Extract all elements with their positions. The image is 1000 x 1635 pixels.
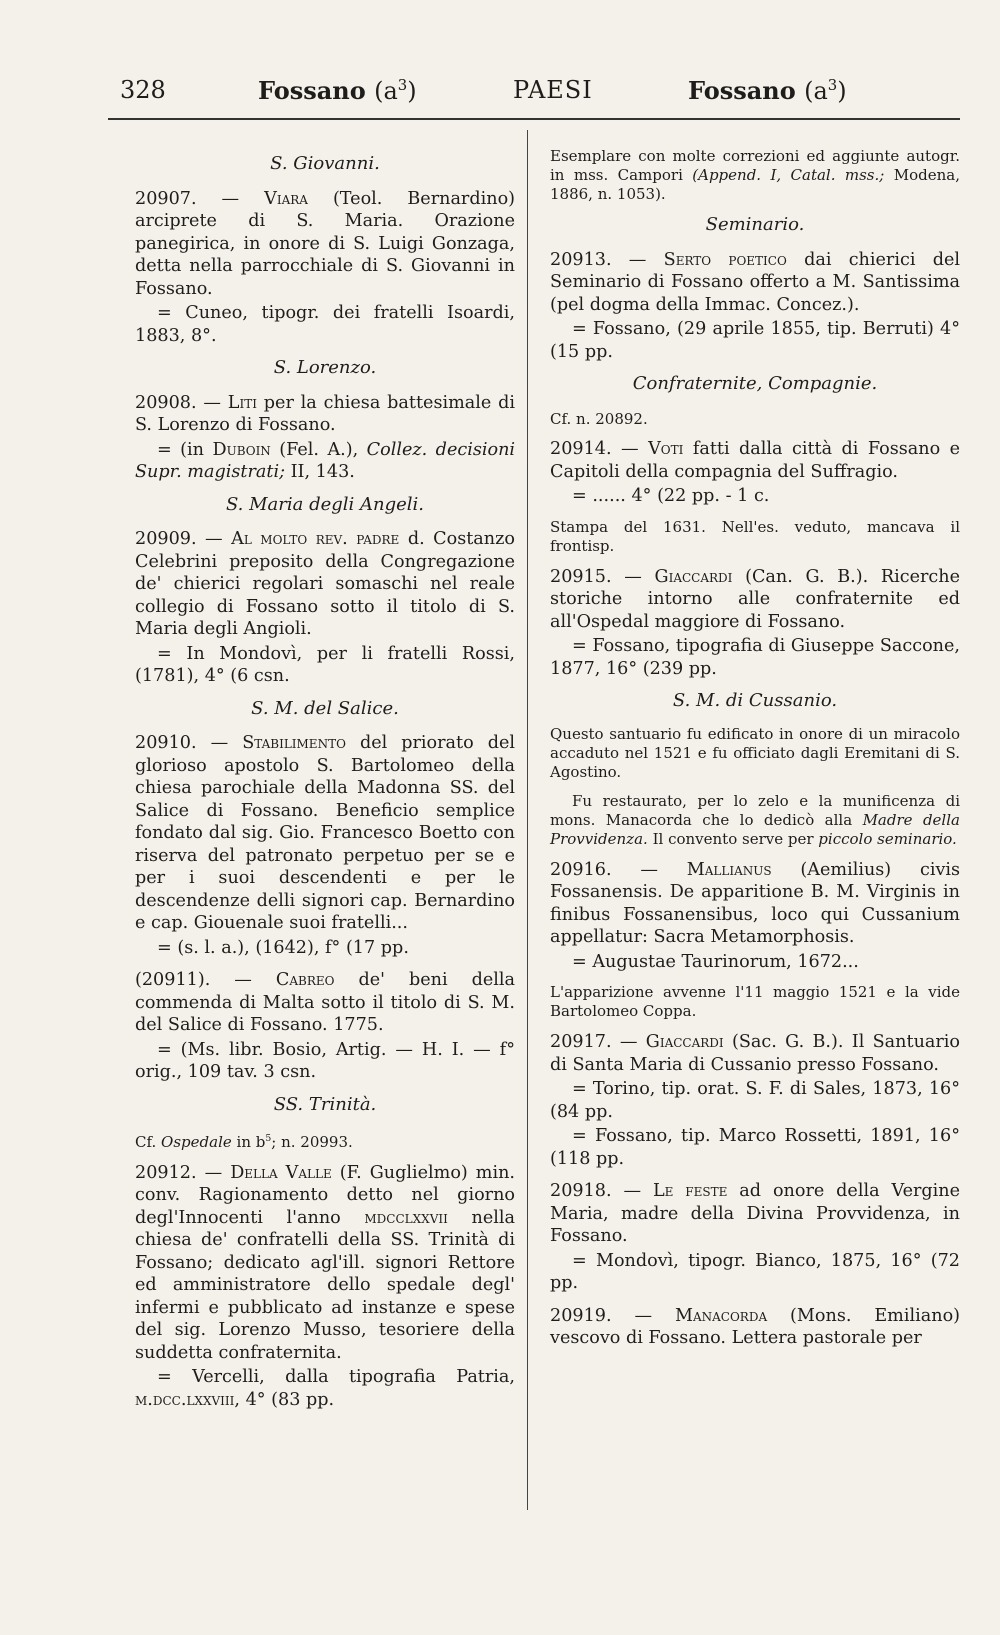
entry-imprint: = Augustae Taurinorum, 1672... (572, 951, 859, 972)
entry-20917 (550, 1031, 960, 1170)
entry-imprint: = Fossano, tipografia di Giuseppe Saccone, 1877, 16° (239 pp. (550, 636, 960, 679)
entry-number: 20912. — (135, 1162, 223, 1183)
entry-imprint (135, 1366, 515, 1411)
header-left-paren: (a (374, 77, 398, 105)
entry-author: Liti (227, 392, 257, 413)
entry-20913 (550, 249, 960, 364)
entry-number: 20919. — (550, 1305, 653, 1326)
section-heading: S. M. del Salice. (251, 697, 399, 719)
entry-text: ad onore della Vergine Maria, madre della Divina Provvidenza, in Fossano. (550, 1181, 961, 1246)
entry-imprint: = (s. l. a.), (1642), f° (17 pp. (157, 937, 409, 958)
running-header (108, 72, 960, 112)
entry-author: Voti (648, 439, 684, 459)
entry-author: Le feste (652, 1181, 728, 1201)
entry-roman-date: mdcclxxvii (364, 1207, 448, 1228)
imprint-roman-date: m.dcc.lxxviii, (135, 1389, 240, 1410)
cf-number: ; n. 20993. (271, 1133, 353, 1151)
section-heading: Confraternite, Compagnie. (632, 373, 878, 394)
section-heading: S. Maria degli Angeli. (225, 493, 425, 515)
page-number: 328 (120, 76, 166, 104)
entry-text: (Sac. G. B.). Il Santuario di Santa Maria di Cussanio presso Fossano. (550, 1032, 961, 1075)
imprint-part: (Fel. A.), (279, 439, 359, 460)
entry-author: Giaccardi (654, 566, 733, 587)
entry-20918 (550, 1180, 960, 1295)
entry-number: 20914. — (550, 439, 639, 459)
entry-20907 (135, 188, 515, 348)
entry-number: 20918. — (550, 1181, 642, 1201)
imprint-part: = Vercelli, dalla tipografia Patria, (157, 1367, 515, 1387)
entry-20912 (135, 1162, 515, 1412)
entry-20916 (550, 859, 960, 974)
entry-text: (Can. G. B.). Ricerche storiche intorno alle confraternite ed all'Ospedal maggiore di Fossano. (550, 566, 961, 632)
entry-text: (Mons. Emiliano) vescovo di Fossano. Lettera pastorale per (550, 1305, 961, 1348)
entry-imprint: = Torino, tip. orat. S. F. di Sales, 1873, 16° (84 pp. (550, 1079, 960, 1122)
entry-number: 20913. — (550, 249, 647, 270)
entry-imprint: = In Mondovì, per li fratelli Rossi, (1781), 4° (6 csn. (135, 643, 515, 686)
note: Stampa del 1631. Nell'es. veduto, mancava il frontisp. (550, 517, 960, 555)
entry-20910 (135, 732, 515, 959)
column-separator (527, 130, 528, 1510)
entry-text: (Teol. Bernardino) arciprete di S. Maria. Orazione panegirica, in onore di S. Luigi Gonzaga, detta nella parrocchiale di S. Giovanni in Fossano. (135, 188, 516, 299)
right-column (550, 145, 960, 1360)
entry-imprint: = (Ms. libr. Bosio, Artig. — H. I. — f° orig., 109 tav. 3 csn. (135, 1039, 515, 1082)
entry-text: fatti dalla città di Fossano e Capitoli della compagnia del Suffragio. (550, 439, 961, 482)
note-part: Modena, 1886, n. 1053). (550, 166, 960, 203)
imprint-part: II, 143. (290, 462, 355, 482)
imprint-work: Collez. decisioni Supr. magistrati; (135, 439, 516, 482)
header-right-title: Fossano (688, 76, 796, 105)
note: L'apparizione avvenne l'11 maggio 1521 e la vide Bartolomeo Coppa. (550, 983, 960, 1020)
entry-author: Cabreo (275, 970, 335, 990)
entry-number: 20916. — (550, 859, 658, 880)
entry-text: (Aemilius) civis Fossanensis. De apparitione B. M. Virginis in finibus Fossanensibus, loco qui Cussanium appellatur: Sacra Metamorphosis. (550, 859, 961, 947)
entry-20919 (550, 1305, 960, 1350)
entry-text: dai chierici del Seminario di Fossano offerto a M. Santissima (pel dogma della Immac. Concez.). (550, 249, 960, 315)
note: Questo santuario fu edificato in onore di un miracolo accaduto nel 1521 e fu officiato dagli Eremitani di S. Agostino. (550, 724, 960, 781)
section-heading: SS. Trinità. (273, 1093, 377, 1115)
imprint-part: 4° (83 pp. (245, 1389, 335, 1410)
entry-text: d. Costanzo Celebrini preposito della Congregazione de' chierici regolari somaschi nel reale collegio di Fossano sotto il titolo di S. Maria degli Angioli. (135, 529, 515, 639)
entry-number: 20909. — (135, 529, 223, 549)
entry-author: Viara (264, 188, 308, 209)
cf-label: Cf. (135, 1133, 157, 1151)
entry-text: del priorato del glorioso apostolo S. Bartolomeo della chiesa parochiale della Madonna SS. del Salice di Fossano. Beneficio semplice fondato dal sig. Gio. Francesco Boetto con riserva del patronato perpetuo per se e per i suoi descendenti e per le descendenze delli signori cap. Bernardino e cap. Giouenale suoi fratelli... (135, 733, 516, 933)
header-left-suffix: $(a^3)$ (374, 76, 417, 105)
header-center-title: PAESI (513, 76, 593, 104)
entry-author: Giaccardi (645, 1032, 724, 1052)
header-left-sup: 3 (397, 76, 408, 94)
cf-work: Ospedale (161, 1133, 232, 1151)
entry-number: 20915. — (550, 566, 642, 587)
cross-reference (135, 1128, 515, 1154)
section-heading: S. M. di Cussanio. (672, 690, 838, 711)
header-right (688, 76, 847, 105)
section-heading: Seminario. (705, 214, 805, 235)
entry-20908 (135, 392, 515, 484)
entry-imprint: = Cuneo, tipogr. dei fratelli Isoardi, 1883, 8°. (135, 303, 515, 346)
entry-text: nella chiesa de' confratelli della SS. Trinità di Fossano; dedicato agl'ill. signori Rettore ed amministratore dello spedale degl' infermi e pubblicato ad instanze e spese del sig. Lorenzo Musso, tesoriere della suddetta confraternita. (135, 1207, 516, 1363)
note-part: Il convento serve per (652, 829, 814, 848)
entry-imprint: = ...... 4° (22 pp. - 1 c. (572, 486, 770, 506)
section-heading: S. Lorenzo. (273, 357, 377, 378)
entry-imprint (135, 439, 515, 484)
note-part: Fu restaurato, per lo zelo e la munificenza di mons. Manacorda che lo dedicò alla (550, 791, 960, 829)
header-right-sup: 3 (827, 76, 838, 94)
note (550, 147, 960, 204)
cf-part: in b (236, 1133, 266, 1151)
header-left-title: Fossano (258, 76, 366, 105)
entry-author: Mallianus (686, 859, 772, 880)
note-part: Esemplare con molte correzioni ed aggiunte autogr. in mss. Campori (550, 147, 960, 184)
note-dedication: Madre della Provvidenza. (550, 810, 960, 848)
entry-number: 20908. — (135, 392, 221, 413)
entry-number: (20911). — (135, 970, 252, 990)
entry-imprint: = Fossano, tip. Marco Rossetti, 1891, 16° (118 pp. (550, 1126, 960, 1169)
header-right-paren: (a (804, 77, 828, 105)
cross-reference: Cf. n. 20892. (550, 409, 648, 428)
entry-text: de' beni della commenda di Malta sotto il titolo di S. M. del Salice di Fossano. 1775. (135, 970, 516, 1035)
entry-number: 20917. — (550, 1032, 638, 1052)
entry-20914 (550, 438, 960, 508)
entry-author: Al molto rev. padre (231, 529, 400, 549)
entry-number: 20910. — (135, 733, 229, 753)
left-column (135, 145, 515, 1421)
note-function: piccolo seminario. (818, 829, 957, 848)
note (550, 792, 960, 849)
cf-sup: 5 (265, 1133, 272, 1144)
entry-number: 20907. — (135, 188, 240, 209)
section-heading: S. Giovanni. (270, 153, 380, 174)
imprint-part: = (in (157, 439, 205, 460)
header-rule (108, 118, 960, 120)
entry-text: (F. Guglielmo) min. conv. Ragionamento detto nel giorno degl'Innocenti l'anno (135, 1162, 516, 1228)
entry-imprint: = Fossano, (29 aprile 1855, tip. Berruti) 4° (15 pp. (550, 319, 960, 362)
header-right-suffix: $(a^3)$ (804, 76, 847, 105)
header-left (258, 76, 417, 105)
entry-author: Stabilimento (242, 733, 346, 753)
entry-20909 (135, 528, 515, 688)
entry-text: per la chiesa battesimale di S. Lorenzo di Fossano. (135, 392, 516, 435)
entry-author: Serto poetico (663, 249, 787, 270)
entry-20915 (550, 566, 960, 681)
entry-imprint: = Mondovì, tipogr. Bianco, 1875, 16° (72 pp. (550, 1250, 960, 1293)
entry-20911 (135, 969, 515, 1084)
imprint-author: Duboin (212, 439, 271, 460)
entry-author: Della Valle (230, 1162, 332, 1183)
entry-author: Manacorda (674, 1305, 768, 1326)
note-work: (Append. I, Catal. mss.; (692, 166, 885, 184)
